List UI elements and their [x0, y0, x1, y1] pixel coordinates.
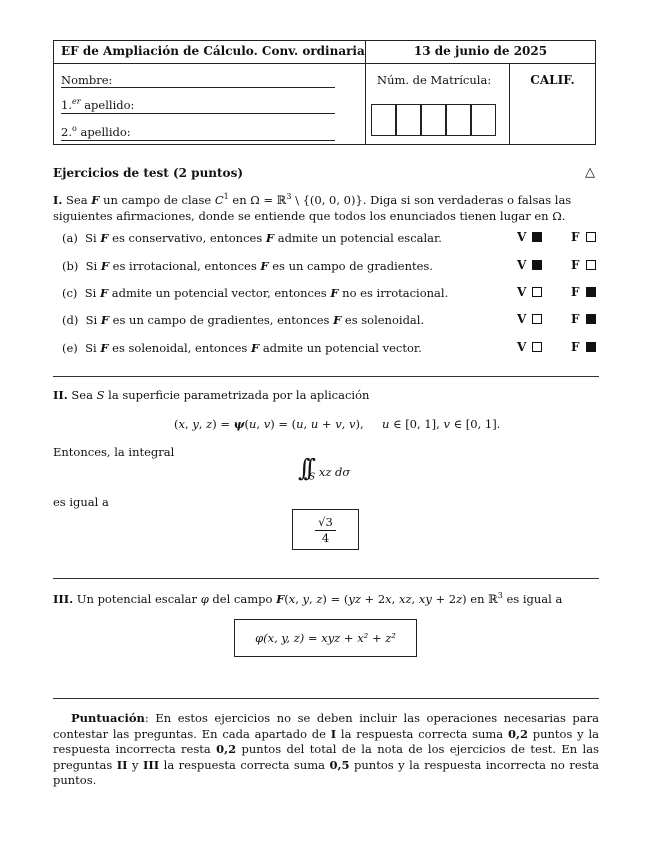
first-surname-label: 1.$^{er}$ apellido:: [61, 97, 135, 112]
q3-answer-box: [234, 619, 417, 657]
true-option-e[interactable]: V: [517, 340, 542, 354]
false-option-e[interactable]: F: [571, 340, 596, 354]
section-divider: [53, 578, 599, 579]
q2-then: Entonces, la integral: [53, 445, 175, 459]
checkbox-empty-icon[interactable]: [532, 287, 542, 297]
false-option-a[interactable]: F: [571, 230, 596, 244]
matricula-digit-box[interactable]: [396, 104, 421, 136]
name-line[interactable]: [61, 87, 335, 88]
true-option-c[interactable]: V: [517, 285, 542, 299]
exam-date: 13 de junio de 2025: [413, 44, 548, 58]
checkbox-empty-icon[interactable]: [586, 260, 596, 270]
scoring-note: Puntuación: En estos ejercicios no se deben incluir las operaciones necesarias para contestar las preguntas. En cada apartado de I la respuesta correcta suma 0,2 puntos y la respuesta incorrecta resta 0,2 puntos del total de la nota de los ejercicios de test. En las preguntas II y III la respuesta correcta suma 0,5 puntos y la respuesta incorrecta no resta puntos.: [53, 711, 600, 787]
q1-statement: I. Sea F un campo de clase $C^1$ en Ω = ℝ$^3$ \ {(0, 0, 0)}. Diga si son verdaderas o falsas las siguientes afirmaciones, donde se entiende que todos los enunciados tienen lugar en Ω.: [53, 192, 572, 223]
triangle-icon: △: [585, 165, 595, 180]
true-option-b[interactable]: V: [517, 258, 542, 272]
grade-label: CALIF.: [530, 73, 575, 87]
checkbox-checked-icon[interactable]: [586, 314, 596, 324]
q2-integral: $\int\int_S$ xz dσ: [298, 454, 351, 483]
checkbox-checked-icon[interactable]: [532, 260, 542, 270]
false-option-b[interactable]: F: [571, 258, 596, 272]
checkbox-empty-icon[interactable]: [532, 342, 542, 352]
q2-statement: II. Sea S la superficie parametrizada por la aplicación: [53, 388, 370, 402]
test-item-c: (c) Si F admite un potencial vector, entonces F no es irrotacional.: [62, 286, 449, 300]
name-label: Nombre:: [61, 73, 113, 87]
section-divider: [53, 376, 599, 377]
second-surname-label: 2.$^o$ apellido:: [61, 124, 131, 139]
checkbox-checked-icon[interactable]: [586, 342, 596, 352]
test-item-e: (e) Si F es solenoidal, entonces F admite un potencial vector.: [62, 341, 422, 355]
q3-answer: φ(x, y, z) = xyz + x² + z²: [255, 631, 396, 645]
test-item-b: (b) Si F es irrotacional, entonces F es un campo de gradientes.: [62, 259, 433, 273]
matricula-digit-box[interactable]: [471, 104, 496, 136]
exam-title: EF de Ampliación de Cálculo. Conv. ordinaria: [61, 44, 365, 58]
matricula-digit-box[interactable]: [371, 104, 396, 136]
header-divider-row: [54, 63, 595, 64]
first-surname-line[interactable]: [61, 113, 335, 114]
q2-answer-box: [292, 509, 359, 550]
checkbox-checked-icon[interactable]: [532, 232, 542, 242]
test-item-a: (a) Si F es conservativo, entonces F admite un potencial escalar.: [62, 231, 442, 245]
q2-equals: es igual a: [53, 495, 109, 509]
q3-statement: III. Un potencial escalar φ del campo F(x, y, z) = (yz + 2x, xz, xy + 2z) en ℝ$^3$ es igual a: [53, 591, 563, 606]
section-divider: [53, 698, 599, 699]
matricula-label: Núm. de Matrícula:: [377, 73, 492, 87]
q2-answer-denominator: 4: [321, 530, 330, 545]
q2-answer-numerator: √3: [315, 515, 336, 531]
test-item-d: (d) Si F es un campo de gradientes, entonces F es solenoidal.: [62, 313, 425, 327]
false-option-d[interactable]: F: [571, 312, 596, 326]
q2-parametrization: (x, y, z) = ψ(u, v) = (u, u + v, v), u ∈ [0, 1], v ∈ [0, 1].: [174, 417, 501, 431]
checkbox-checked-icon[interactable]: [586, 287, 596, 297]
test-section-title: Ejercicios de test (2 puntos): [53, 166, 243, 180]
second-surname-line[interactable]: [61, 140, 335, 141]
matricula-digit-box[interactable]: [421, 104, 446, 136]
checkbox-empty-icon[interactable]: [532, 314, 542, 324]
false-option-c[interactable]: F: [571, 285, 596, 299]
checkbox-empty-icon[interactable]: [586, 232, 596, 242]
true-option-d[interactable]: V: [517, 312, 542, 326]
true-option-a[interactable]: V: [517, 230, 542, 244]
matricula-digit-box[interactable]: [446, 104, 471, 136]
